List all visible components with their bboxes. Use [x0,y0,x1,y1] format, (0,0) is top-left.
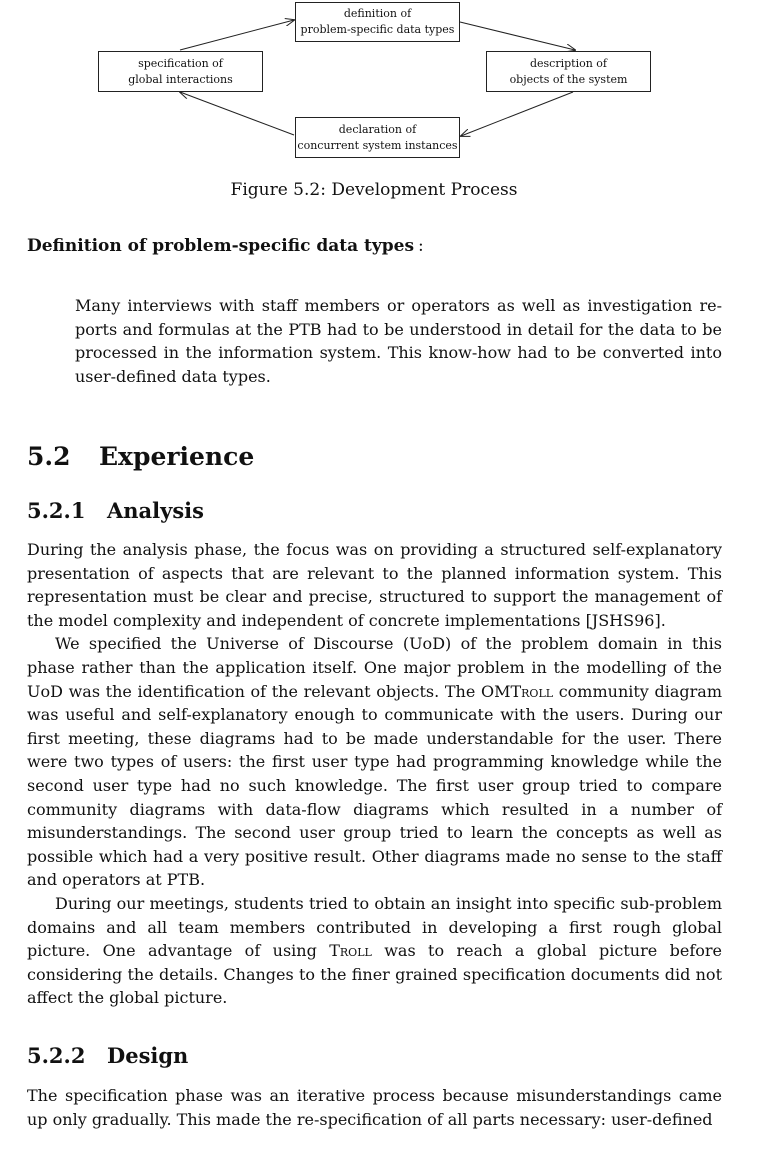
analysis-body [27,538,722,1010]
figure-caption: Figure 5.2: Development Process [230,180,518,200]
subsection-title: Design [107,1043,189,1068]
diagram-box-global-interactions [98,51,263,92]
paragraph-heading [27,236,424,256]
arrow-top-to-right [460,22,575,50]
diagram-box-system-instances [295,117,460,158]
diagram-box-text: description of [529,56,607,70]
diagram-box-system-objects [486,51,651,92]
arrow-left-to-top [180,20,294,50]
design-body [27,1084,722,1131]
subsection-number: 5.2.2 [27,1043,86,1068]
paragraph-heading-text: Definition of problem-specific data types [27,236,415,256]
body-paragraph: We specified the Universe of Discourse (UoD) of the problem domain in this phase rather than the application itself. One major problem in the modelling of the UoD was the identification of the relevant objects. The OMTroll community diagram was useful and self-explanatory enough to communicate with the users. During our first meeting, these diagrams had to be made understandable for the user. There were two types of users: the first user type had programming knowledge while the second user type had no such knowledge. The first user group tried to compare community diagrams with data-flow diagrams which resulted in a number of misunderstandings. The second user group tried to learn the concepts as well as possible which had a very positive result. Other diagrams made no sense to the staff and operators at PTB. [27,634,722,890]
body-paragraph: During our meetings, students tried to obtain an insight into specific sub-problem domains and all team members contributed in developing a first rough global picture. One advantage of using Troll was to reach a global picture before considering the details. Changes to the finer grained specification documents did not affect the global picture. [27,893,723,1008]
body-paragraph: During the analysis phase, the focus was on providing a structured self-explanatory presentation of aspects that are relevant to the planned information system. This representation must be clear and precise, structured to support the management of the model complexity and independent of concrete implementations [JSHS96]. [27,540,722,630]
definition-paragraph-text: Many interviews with staff members or operators as well as investigation reports and formulas at the PTB had to be understood in detail for the data to be processed in the information system. This know-how had to be converted into user-defined data types. [75,296,722,386]
body-paragraph: The specification phase was an iterative process because misunderstandings came up only gradually. This made the re-specification of all parts necessary: user-defined [27,1086,722,1129]
subsection-heading-analysis [27,498,204,523]
diagram-box-text: definition of [343,7,412,20]
subsection-title: Analysis [107,498,204,523]
section-title: Experience [99,442,255,471]
diagram-box-text: declaration of [338,122,417,136]
section-number: 5.2 [27,442,71,471]
diagram-box-text: objects of the system [509,72,628,86]
diagram-box-text: specification of [138,56,223,70]
diagram-box-data-types [295,2,460,42]
diagram-box-text: global interactions [128,72,233,86]
arrow-bottom-to-left [180,92,294,135]
subsection-number: 5.2.1 [27,498,86,523]
arrow-right-to-bottom [461,92,573,136]
paragraph-heading-colon: : [418,236,424,256]
subsection-heading-design [27,1043,188,1068]
diagram-box-text: concurrent system instances [297,138,458,152]
diagram-box-text: problem-specific data types [300,23,455,36]
section-heading [27,442,254,471]
